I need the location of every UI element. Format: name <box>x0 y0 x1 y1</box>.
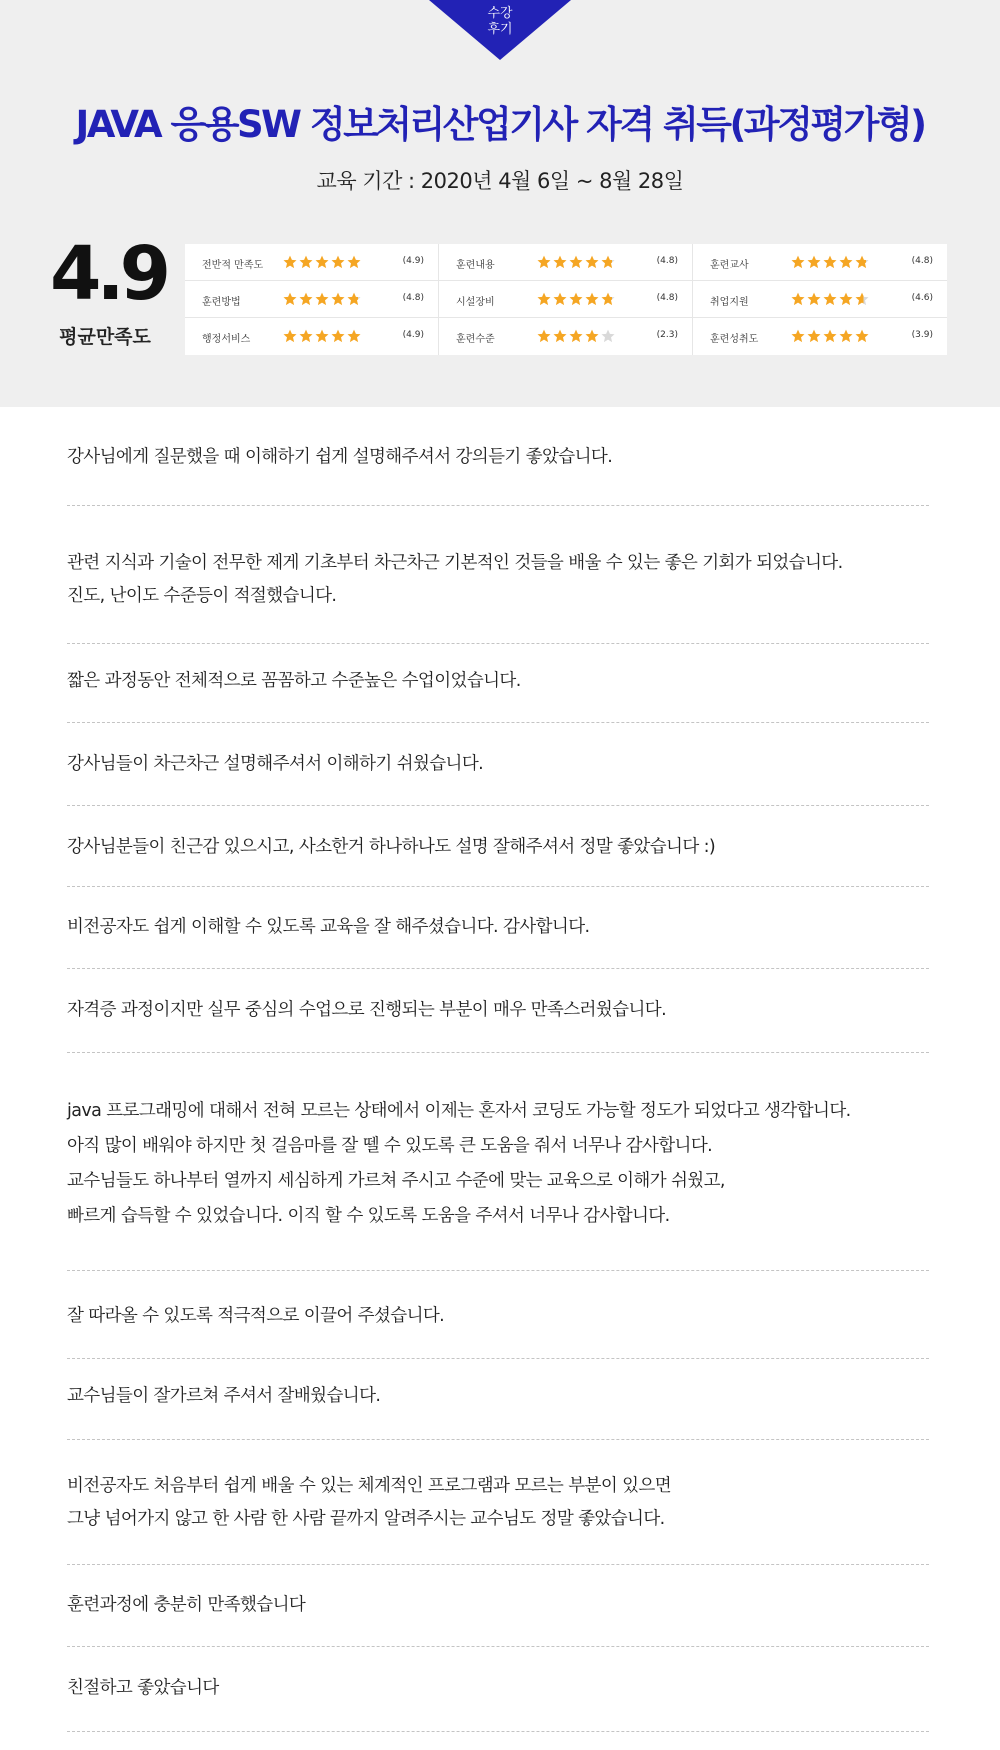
star-icon <box>283 255 297 269</box>
rating-value: (2.3) <box>656 330 678 340</box>
rating-stars <box>791 292 869 306</box>
star-icon <box>791 255 805 269</box>
review-text: 자격증 과정이지만 실무 중심의 수업으로 진행되는 부분이 매우 만족스러웠습니다. <box>67 1000 667 1020</box>
review-header <box>0 0 1000 407</box>
rating-stars <box>283 329 361 343</box>
review-text: 아직 많이 배워야 하지만 첫 걸음마를 잘 뗄 수 있도록 큰 도움을 줘서 너무나 감사합니다. <box>67 1136 713 1156</box>
star-icon <box>823 255 837 269</box>
average-score: 4.9 <box>50 231 167 317</box>
review-text: 비전공자도 처음부터 쉽게 배울 수 있는 체계적인 프로그램과 모르는 부분이 있으면 <box>67 1476 671 1496</box>
review-item <box>67 1440 929 1565</box>
star-icon <box>347 329 361 343</box>
rating-cell <box>185 281 439 318</box>
star-icon <box>347 255 361 269</box>
star-icon <box>537 255 551 269</box>
star-icon <box>791 329 805 343</box>
badge-label-line1: 수강 <box>487 6 513 21</box>
rating-label: 시설장비 <box>456 297 495 308</box>
star-icon <box>331 329 345 343</box>
rating-value: (4.8) <box>656 293 678 303</box>
review-text: 교수님들도 하나부터 열까지 세심하게 가르쳐 주시고 수준에 맞는 교육으로 이해가 쉬웠고, <box>67 1171 725 1191</box>
rating-table <box>185 244 947 355</box>
review-text: java 프로그래밍에 대해서 전혀 모르는 상태에서 이제는 혼자서 코딩도 가능할 정도가 되었다고 생각합니다. <box>67 1101 851 1121</box>
rating-cell <box>185 318 439 355</box>
star-icon <box>569 329 583 343</box>
review-item <box>67 1359 929 1440</box>
rating-stars <box>537 292 615 306</box>
star-icon <box>807 292 821 306</box>
rating-value: (4.6) <box>911 293 933 303</box>
rating-label: 훈련성취도 <box>710 334 759 345</box>
course-title: JAVA 응용SW 정보처리산업기사 자격 취득(과정평가형) <box>75 103 925 146</box>
star-icon <box>823 329 837 343</box>
star-icon <box>569 292 583 306</box>
rating-stars <box>283 255 361 269</box>
review-item <box>67 407 929 506</box>
star-icon <box>553 292 567 306</box>
star-icon <box>855 292 869 306</box>
star-icon <box>807 255 821 269</box>
review-text: 짧은 과정동안 전체적으로 꼼꼼하고 수준높은 수업이었습니다. <box>67 671 521 691</box>
star-icon <box>585 255 599 269</box>
review-text: 그냥 넘어가지 않고 한 사람 한 사람 끝까지 알려주시는 교수님도 정말 좋았습니다. <box>67 1509 665 1529</box>
rating-value: (3.9) <box>911 330 933 340</box>
rating-cell <box>693 318 947 355</box>
star-icon <box>823 292 837 306</box>
course-period: 교육 기간 : 2020년 4월 6일 ~ 8월 28일 <box>316 169 684 193</box>
star-icon <box>315 329 329 343</box>
review-text: 친절하고 좋았습니다 <box>67 1678 219 1698</box>
star-icon <box>553 329 567 343</box>
star-icon <box>585 292 599 306</box>
rating-label: 훈련내용 <box>456 260 495 271</box>
review-text: 강사님에게 질문했을 때 이해하기 쉽게 설명해주셔서 강의듣기 좋았습니다. <box>67 447 613 467</box>
rating-stars <box>537 255 615 269</box>
rating-label: 훈련방법 <box>202 297 241 308</box>
average-label: 평균만족도 <box>59 326 151 348</box>
review-text: 강사님분들이 친근감 있으시고, 사소한거 하나하나도 설명 잘해주셔서 정말 좋았습니다 :) <box>67 837 716 857</box>
star-icon <box>839 292 853 306</box>
rating-label: 훈련교사 <box>710 260 749 271</box>
star-icon <box>553 255 567 269</box>
star-icon <box>315 255 329 269</box>
rating-cell <box>439 318 693 355</box>
review-text: 강사님들이 차근차근 설명해주셔서 이해하기 쉬웠습니다. <box>67 754 484 774</box>
rating-stars <box>537 329 615 343</box>
badge-label-line2: 후기 <box>487 22 513 37</box>
review-text: 잘 따라올 수 있도록 적극적으로 이끌어 주셨습니다. <box>67 1306 445 1326</box>
rating-value: (4.9) <box>402 256 424 266</box>
star-icon <box>299 329 313 343</box>
star-icon <box>283 329 297 343</box>
star-icon <box>299 292 313 306</box>
star-icon <box>299 255 313 269</box>
star-icon <box>331 292 345 306</box>
rating-value: (4.9) <box>402 330 424 340</box>
review-item <box>67 969 929 1053</box>
rating-value: (4.8) <box>402 293 424 303</box>
review-text: 교수님들이 잘가르쳐 주셔서 잘배웠습니다. <box>67 1386 381 1406</box>
star-icon <box>537 329 551 343</box>
star-icon <box>807 329 821 343</box>
star-icon <box>839 329 853 343</box>
rating-label: 행정서비스 <box>202 334 251 345</box>
star-icon <box>331 255 345 269</box>
rating-cell <box>439 244 693 281</box>
star-icon <box>601 255 615 269</box>
review-item <box>67 723 929 806</box>
review-list <box>67 407 929 1732</box>
rating-value: (4.8) <box>656 256 678 266</box>
review-text: 빠르게 습득할 수 있었습니다. 이직 할 수 있도록 도움을 주셔서 너무나 감사합니다. <box>67 1206 670 1226</box>
star-icon <box>537 292 551 306</box>
review-text: 관련 지식과 기술이 전무한 제게 기초부터 차근차근 기본적인 것들을 배울 수 있는 좋은 기회가 되었습니다. <box>67 553 843 573</box>
review-badge <box>429 0 571 60</box>
review-text: 훈련과정에 충분히 만족했습니다 <box>67 1595 306 1615</box>
star-icon <box>839 255 853 269</box>
rating-cell <box>185 244 439 281</box>
review-item <box>67 887 929 969</box>
review-item <box>67 1565 929 1647</box>
review-item <box>67 806 929 887</box>
rating-label: 취업지원 <box>710 297 749 308</box>
star-icon <box>315 292 329 306</box>
star-icon <box>283 292 297 306</box>
rating-stars <box>791 255 869 269</box>
rating-cell <box>439 281 693 318</box>
review-item <box>67 506 929 644</box>
rating-label: 전반적 만족도 <box>202 260 264 271</box>
star-icon <box>585 329 599 343</box>
rating-cell <box>693 244 947 281</box>
star-icon <box>601 329 615 343</box>
star-icon <box>791 292 805 306</box>
review-item <box>67 1271 929 1359</box>
star-icon <box>855 329 869 343</box>
rating-value: (4.8) <box>911 256 933 266</box>
review-text: 비전공자도 쉽게 이해할 수 있도록 교육을 잘 해주셨습니다. 감사합니다. <box>67 917 590 937</box>
review-item <box>67 1647 929 1732</box>
rating-stars <box>283 292 361 306</box>
badge-label <box>429 6 571 38</box>
review-text: 진도, 난이도 수준등이 적절했습니다. <box>67 586 337 606</box>
rating-cell <box>693 281 947 318</box>
rating-label: 훈련수준 <box>456 334 495 345</box>
star-icon <box>569 255 583 269</box>
star-icon <box>855 255 869 269</box>
star-icon <box>601 292 615 306</box>
rating-stars <box>791 329 869 343</box>
star-icon <box>347 292 361 306</box>
review-item <box>67 644 929 723</box>
review-item <box>67 1053 929 1271</box>
